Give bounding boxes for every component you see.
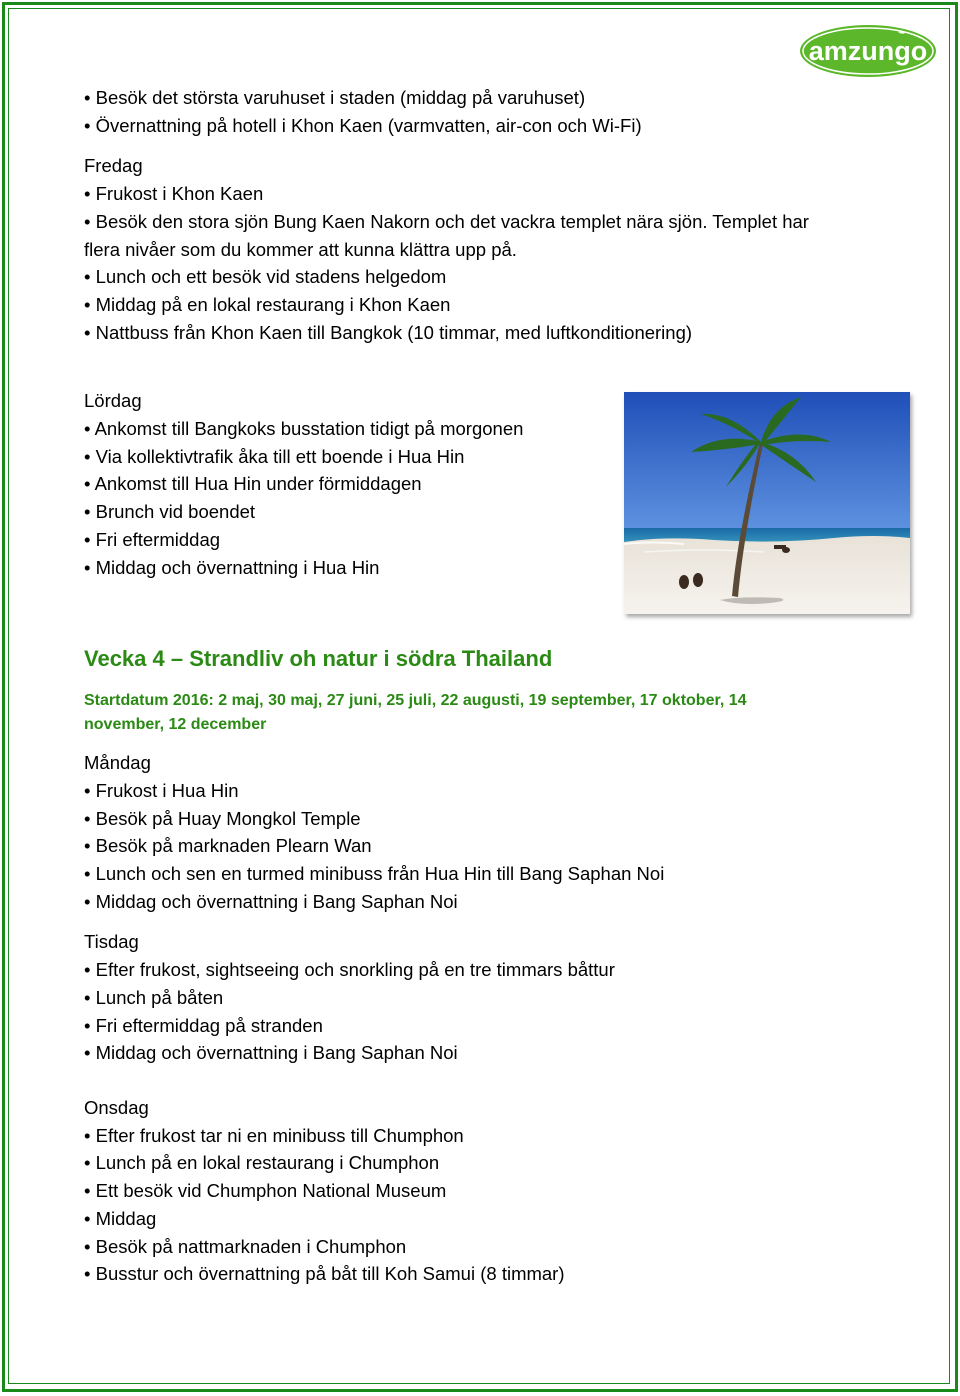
day-heading-onsdag: Onsdag [84,1096,149,1118]
list-item: • Middag och övernattning i Bang Saphan Noi [84,890,458,912]
list-item: • Ankomst till Bangkoks busstation tidigt på morgonen [84,418,524,440]
section-title: Vecka 4 – Strandliv oh natur i södra Thailand [84,646,553,672]
beach-palm-photo [624,392,910,614]
list-item: • Besök på marknaden Plearn Wan [84,835,372,857]
list-item: • Efter frukost tar ni en minibuss till Chumphon [84,1124,464,1146]
day-heading-lordag: Lördag [84,390,142,412]
start-dates: Startdatum 2016: 2 maj, 30 maj, 27 juni, 25 juli, 22 augusti, 19 september, 17 oktober, 14 november, 12 december [84,692,747,734]
list-item: • Ett besök vid Chumphon National Museum [84,1180,447,1202]
list-item: • Besök det största varuhuset i staden (middag på varuhuset) [84,87,586,108]
list-item: • Middag och övernattning i Bang Saphan Noi [84,1042,458,1064]
list-item: • Via kollektivtrafik åka till ett boende i Hua Hin [84,445,465,467]
list-item: • Lunch på en lokal restaurang i Chumphon [84,1152,440,1174]
list-item: • Brunch vid boendet [84,501,256,523]
list-item: • Efter frukost, sightseeing och snorkling på en tre timmars båttur [84,959,615,981]
day-heading-fredag: Fredag [84,155,143,177]
list-item: • Nattbuss från Khon Kaen till Bangkok (10 timmar, med luftkonditionering) [84,321,693,343]
list-item: • Middag på en lokal restaurang i Khon Kaen [84,293,451,315]
list-item: • Lunch på båten [84,986,224,1008]
day-heading-mandag: Måndag [84,752,151,774]
list-item: • Lunch och sen en turmed minibuss från Hua Hin till Bang Saphan Noi [84,863,665,885]
list-item: • Övernattning på hotell i Khon Kaen (varmvatten, air-con och Wi-Fi) [84,114,642,136]
day-heading-tisdag: Tisdag [84,931,139,953]
list-item: • Fri eftermiddag på stranden [84,1014,323,1036]
list-item: • Middag och övernattning i Hua Hin [84,556,380,578]
list-item: • Lunch och ett besök vid stadens helgedom [84,266,447,288]
list-item: • Besök på Huay Mongkol Temple [84,807,361,829]
list-item: • Middag [84,1207,157,1229]
list-item: • Busstur och övernattning på båt till Koh Samui (8 timmar) [84,1263,565,1285]
list-item: • Ankomst till Hua Hin under förmiddagen [84,473,422,495]
logo-text: amzungo [808,36,928,66]
amzungo-logo [798,20,938,80]
list-item: • Frukost i Hua Hin [84,779,239,801]
list-item: • Besök på nattmarknaden i Chumphon [84,1235,407,1257]
document-body [84,84,844,1288]
list-item: • Besök den stora sjön Bung Kaen Nakorn och det vackra templet nära sjön. Templet har flera nivåer som du kommer att kunna klättra upp på. [84,210,809,260]
list-item: • Frukost i Khon Kaen [84,183,264,205]
list-item: • Fri eftermiddag [84,528,221,550]
